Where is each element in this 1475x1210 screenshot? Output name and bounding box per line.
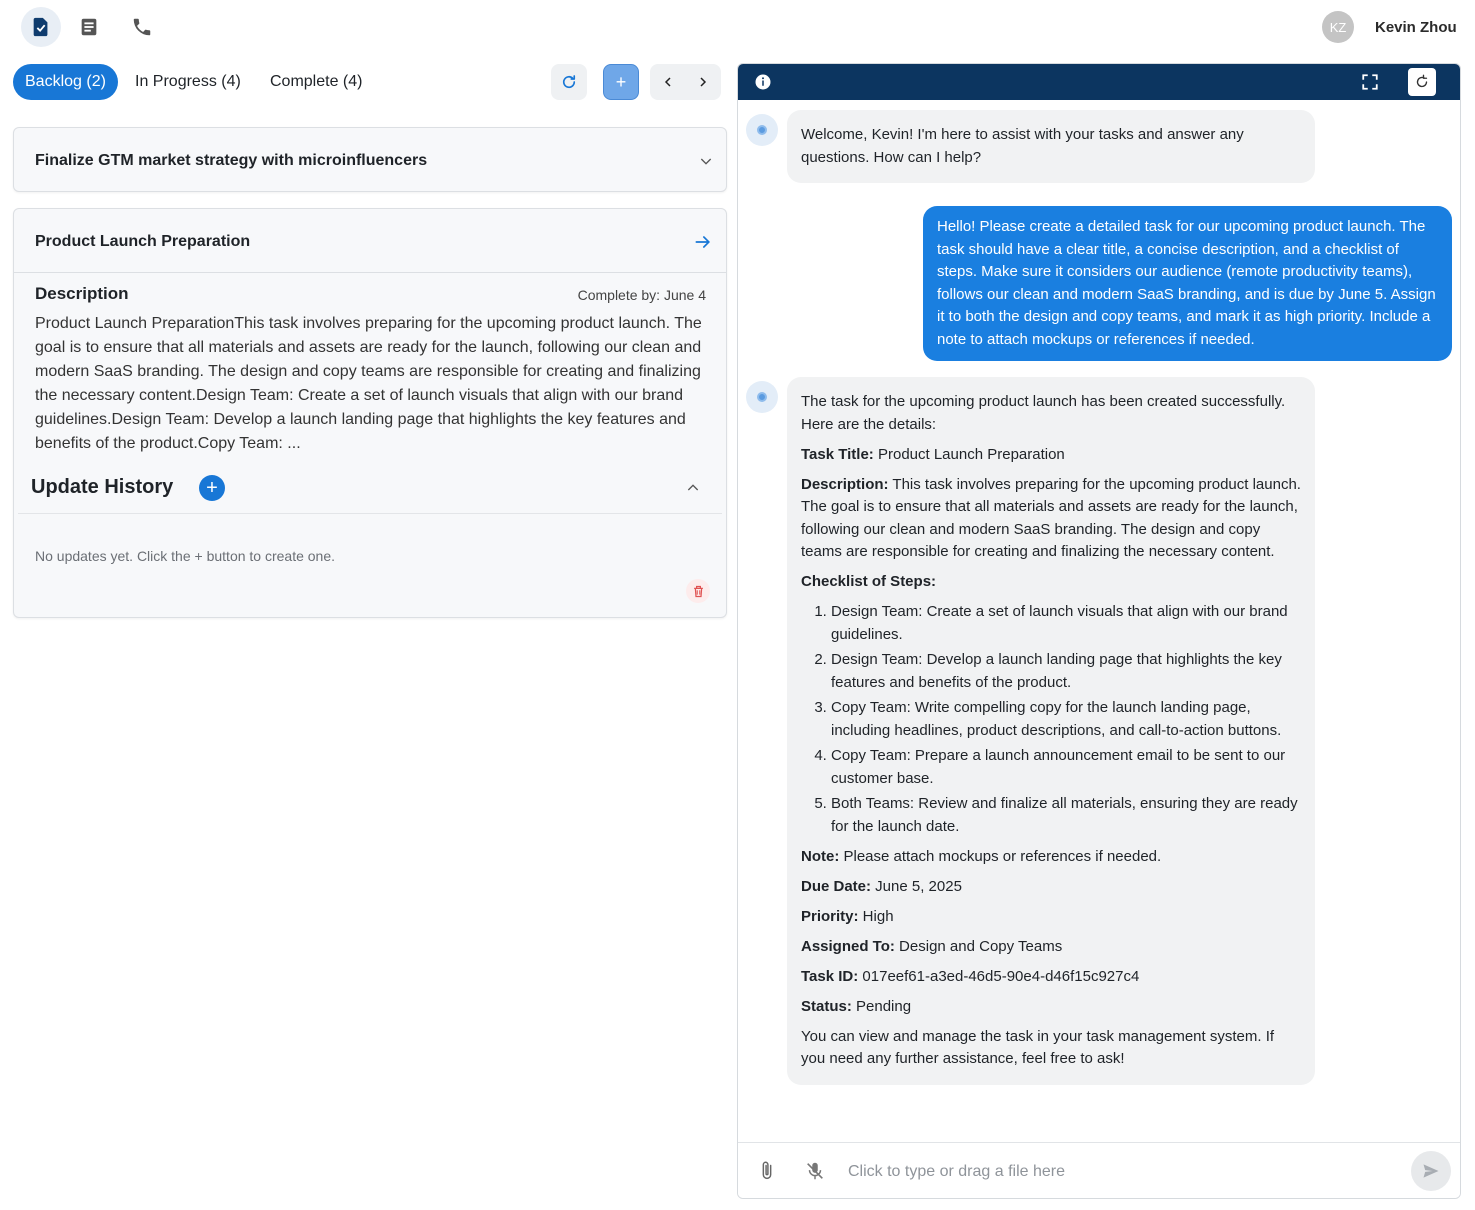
task-title-line [801, 444, 1301, 467]
tasks-icon[interactable] [21, 7, 61, 47]
field-label: Priority: [801, 907, 859, 925]
delete-button[interactable] [686, 579, 710, 603]
checklist-item: 2. Design Team: Develop a launch landing page that highlights the key features and benefits of the product. [831, 649, 1301, 694]
chat-input-bar [738, 1142, 1460, 1199]
field-label: Assigned To: [801, 937, 895, 955]
field-label: Due Date: [801, 877, 872, 895]
priority-line [801, 906, 1301, 929]
divider [18, 513, 722, 514]
info-icon[interactable] [754, 73, 772, 91]
arrow-right-icon[interactable] [693, 232, 713, 252]
field-value: Design and Copy Teams [894, 937, 1063, 955]
fullscreen-icon[interactable] [1360, 72, 1380, 92]
chevron-down-icon[interactable] [698, 153, 714, 169]
refresh-icon [560, 73, 578, 91]
field-label: Task Title: [801, 445, 874, 463]
pager [650, 64, 721, 100]
reset-icon [1413, 73, 1431, 91]
field-value: 017eef61-a3ed-46d5-90e4-d46f15c927c4 [858, 967, 1140, 985]
field-label: Description: [801, 475, 889, 493]
field-label: Checklist of Steps: [801, 573, 937, 590]
chat-panel [737, 63, 1461, 1199]
chevron-up-icon[interactable] [685, 480, 701, 496]
message-text: You can view and manage the task in your task management system. If you need any further assistance, feel free to ask! [801, 1027, 1275, 1067]
chevron-right-icon [695, 74, 711, 90]
field-value: Product Launch Preparation [873, 445, 1065, 463]
empty-state-text: No updates yet. Click the + button to create one. [35, 548, 336, 564]
field-value: High [858, 907, 894, 925]
bot-avatar [746, 381, 778, 413]
field-label: Status: [801, 997, 852, 1015]
tab-backlog[interactable]: Backlog (2) [13, 64, 118, 100]
reset-chat-button[interactable] [1408, 68, 1436, 96]
field-value: Please attach mockups or references if needed. [839, 847, 1162, 865]
notes-icon[interactable] [69, 7, 109, 47]
checklist-item: 3. Copy Team: Write compelling copy for the launch landing page, including headlines, product descriptions, and call-to-action buttons. [831, 697, 1301, 742]
task-card-expanded [13, 208, 727, 618]
field-value: Pending [851, 997, 912, 1015]
description-heading: Description [35, 284, 129, 303]
next-button[interactable] [686, 74, 721, 90]
field-label: Note: [801, 847, 840, 865]
add-update-button[interactable]: + [199, 475, 225, 501]
trash-icon [691, 584, 706, 599]
checklist-item: 5. Both Teams: Review and finalize all materials, ensuring they are ready for the launch date. [831, 793, 1301, 838]
prev-button[interactable] [651, 74, 686, 90]
task-card-collapsed[interactable] [13, 127, 727, 192]
checklist-item: 4. Copy Team: Prepare a launch announcement email to be sent to our customer base. [831, 745, 1301, 790]
add-task-button[interactable]: + [603, 64, 639, 100]
send-button[interactable] [1411, 1151, 1451, 1191]
checklist-item: 1. Design Team: Create a set of launch visuals that align with our brand guidelines. [831, 601, 1301, 646]
mic-off-icon[interactable] [802, 1158, 828, 1184]
tab-in-progress[interactable]: In Progress (4) [135, 73, 241, 90]
description-line [801, 474, 1301, 564]
chat-input[interactable] [848, 1159, 1388, 1185]
bot-message [787, 377, 1315, 1085]
task-title: Product Launch Preparation [35, 233, 251, 250]
refresh-button[interactable] [551, 64, 587, 100]
task-id-line [801, 966, 1301, 989]
user-message [923, 206, 1452, 361]
checklist-heading [801, 571, 1301, 594]
note-line [801, 846, 1301, 869]
complete-by: Complete by: June 4 [577, 287, 706, 303]
chat-header [738, 64, 1460, 100]
task-description: Product Launch PreparationThis task involves preparing for the upcoming product launch. The goal is to ensure that all materials and assets are ready for the launch, following our clean and modern SaaS branding. The design and copy teams are responsible for creating and finalizing the necessary content.Design Team: Create a set of launch visuals that align with our brand guidelines.Design Team: Develop a launch landing page that highlights the key features and benefits of the product.Copy Team: ... [35, 315, 702, 452]
send-icon [1421, 1161, 1441, 1181]
bot-message [787, 110, 1315, 183]
chevron-left-icon [660, 74, 676, 90]
phone-icon[interactable] [122, 7, 162, 47]
tab-complete[interactable]: Complete (4) [270, 73, 363, 90]
field-label: Task ID: [801, 967, 859, 985]
message-text: The task for the upcoming product launch has been created successfully. Here are the details: [801, 393, 1286, 433]
avatar[interactable]: KZ [1322, 11, 1354, 43]
message-text: Welcome, Kevin! I'm here to assist with your tasks and answer any questions. How can I help? [801, 126, 1244, 166]
top-nav [0, 0, 1475, 56]
checklist [831, 601, 1301, 838]
due-date-line [801, 876, 1301, 899]
message-text: Hello! Please create a detailed task for our upcoming product launch. The task should have a clear title, a concise description, and a checklist of steps. Make sure it considers our audience (remote productivity teams), follows our clean and modern SaaS branding, and is due by June 5. Assign it to both the design and copy teams, and mark it as high priority. Include a note to attach mockups or references if needed. [937, 218, 1436, 348]
task-title: Finalize GTM market strategy with microinfluencers [35, 152, 428, 169]
user-name: Kevin Zhou [1375, 19, 1457, 36]
assigned-line [801, 936, 1301, 959]
status-line [801, 996, 1301, 1019]
attach-icon[interactable] [754, 1158, 780, 1184]
divider [14, 272, 726, 273]
update-history-title: Update History [31, 476, 174, 498]
bot-avatar [746, 114, 778, 146]
field-value: June 5, 2025 [871, 877, 962, 895]
field-value: This task involves preparing for the upcoming product launch. The goal is to ensure that all materials and assets are ready for the launch, following our clean and modern SaaS branding. The design and copy teams are responsible for creating and finalizing the necessary content. [801, 475, 1301, 560]
